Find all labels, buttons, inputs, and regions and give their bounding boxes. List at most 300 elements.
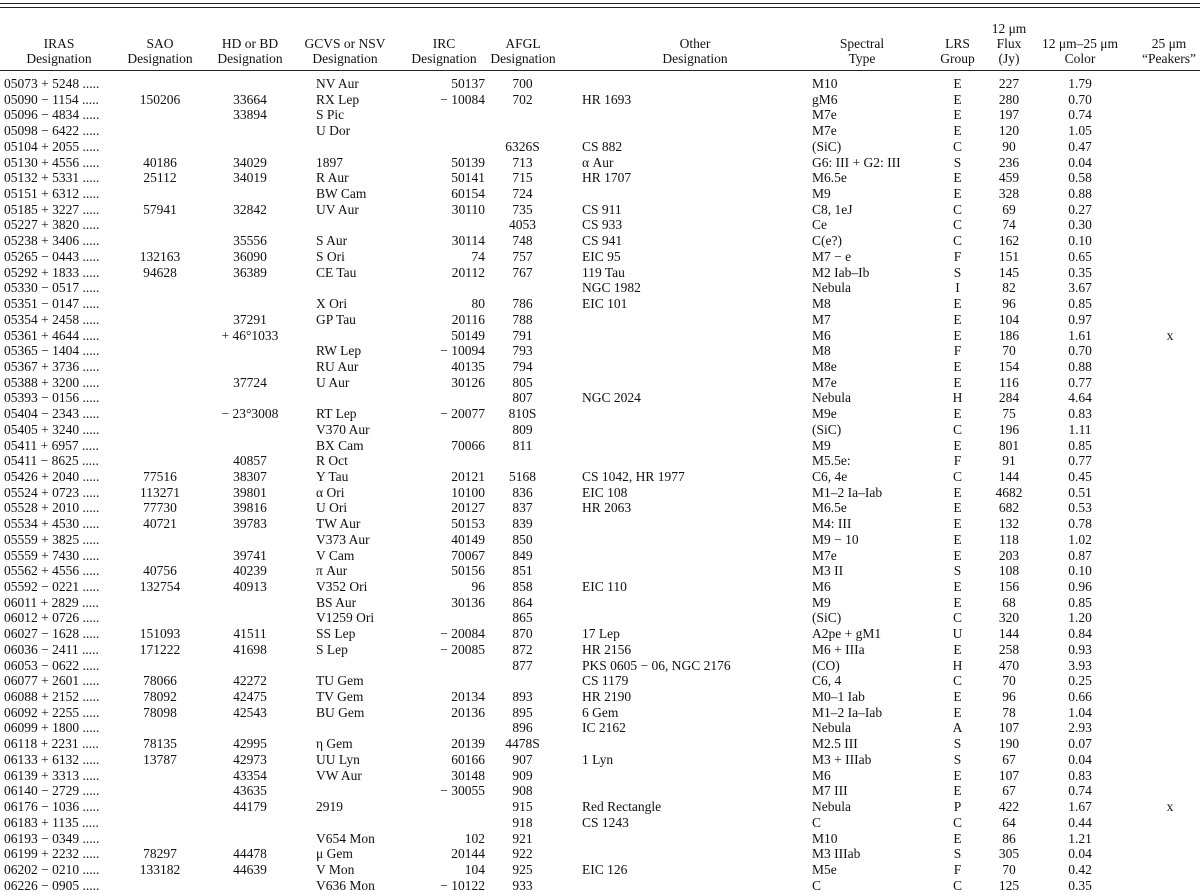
iras-cell: 06193 − 0349 .....	[4, 830, 100, 846]
lrs-group-cell: C	[952, 421, 962, 437]
hd-bd-cell: + 46°1033	[221, 327, 279, 343]
gcvs-nsv-cell: V654 Mon	[316, 830, 375, 846]
spectral-type-cell: M7e	[812, 123, 837, 139]
color-cell: 0.78	[1068, 516, 1092, 532]
spectral-type-cell: M3 IIIab	[812, 846, 861, 862]
irc-cell: 20136	[451, 704, 485, 720]
top-rule	[0, 3, 1200, 4]
flux-cell: 144	[998, 468, 1020, 484]
other-cell: 119 Tau	[582, 264, 625, 280]
flux-cell: 197	[998, 107, 1020, 123]
irc-cell: 74	[471, 248, 485, 264]
table-row	[0, 453, 1200, 469]
flux-cell: 116	[999, 374, 1019, 390]
table-row	[0, 265, 1200, 281]
color-cell: 0.25	[1068, 673, 1092, 689]
spectral-type-cell: M9 − 10	[812, 531, 859, 547]
other-cell: 17 Lep	[582, 626, 620, 642]
hd-bd-cell: 33894	[233, 107, 267, 123]
gcvs-nsv-cell: U Aur	[316, 374, 350, 390]
spectral-type-cell: M5.5e:	[812, 453, 851, 469]
iras-cell: 06133 + 6132 .....	[4, 751, 100, 767]
afgl-cell: 851	[512, 563, 533, 579]
table-row	[0, 705, 1200, 721]
hd-bd-cell: 40913	[233, 579, 267, 594]
table-row	[0, 328, 1200, 344]
color-cell: 3.67	[1068, 280, 1092, 296]
irc-cell: 80	[471, 296, 485, 312]
gcvs-nsv-cell: S Lep	[316, 641, 348, 657]
flux-cell: 151	[998, 248, 1020, 264]
iras-cell: 05265 − 0443 .....	[4, 248, 100, 264]
gcvs-nsv-cell: μ Gem	[316, 846, 353, 862]
table-row	[0, 233, 1200, 249]
spectral-type-cell: M1–2 Ia–Iab	[812, 484, 883, 500]
color-cell: 0.51	[1068, 484, 1092, 500]
flux-cell: 328	[998, 186, 1020, 202]
afgl-cell: 6326S	[505, 138, 540, 154]
flux-cell: 91	[1002, 453, 1016, 469]
lrs-group-cell: S	[953, 264, 962, 280]
other-cell: NGC 1982	[582, 280, 641, 296]
color-cell: 0.04	[1068, 154, 1092, 170]
header-iras: IRAS Designation	[26, 36, 92, 66]
color-cell: 0.27	[1068, 201, 1092, 217]
lrs-group-cell: E	[953, 594, 962, 610]
hd-bd-cell: 42543	[233, 704, 267, 720]
sao-cell: 150206	[139, 91, 181, 107]
gcvs-nsv-cell: CE Tau	[316, 264, 357, 280]
iras-cell: 05559 + 3825 .....	[4, 531, 100, 547]
gcvs-nsv-cell: TW Aur	[316, 516, 361, 532]
header-peakers: 25 μm “Peakers”	[1142, 36, 1196, 66]
lrs-group-cell: S	[953, 736, 962, 752]
flux-cell: 320	[998, 610, 1020, 626]
table-row	[0, 406, 1200, 422]
iras-cell: 05411 + 6957 .....	[4, 437, 99, 453]
spectral-type-cell: Nebula	[812, 390, 851, 406]
lrs-group-cell: E	[953, 123, 962, 139]
color-cell: 0.10	[1068, 233, 1092, 249]
irc-cell: 70066	[451, 437, 485, 453]
irc-cell: − 20085	[440, 641, 485, 657]
color-cell: 0.35	[1068, 877, 1092, 893]
flux-cell: 258	[998, 641, 1020, 657]
gcvs-nsv-cell: SS Lep	[316, 626, 356, 642]
table-row	[0, 516, 1200, 532]
irc-cell: 30148	[451, 767, 485, 783]
spectral-type-cell: C	[812, 877, 822, 893]
color-cell: 0.96	[1068, 579, 1092, 594]
header-lrs: LRS Group	[940, 36, 975, 66]
flux-cell: 284	[998, 390, 1020, 406]
spectral-type-cell: C8, 1eJ	[812, 201, 853, 217]
table-row	[0, 249, 1200, 265]
spectral-type-cell: gM6	[812, 91, 838, 107]
hd-bd-cell: 40239	[233, 563, 267, 579]
sao-cell: 132163	[139, 248, 181, 264]
afgl-cell: 786	[512, 296, 533, 312]
gcvs-nsv-cell: η Gem	[316, 736, 353, 752]
sao-cell: 25112	[143, 170, 177, 186]
color-cell: 0.85	[1068, 437, 1092, 453]
afgl-cell: 850	[512, 531, 533, 547]
flux-cell: 67	[1002, 751, 1016, 767]
lrs-group-cell: S	[953, 563, 962, 579]
gcvs-nsv-cell: RX Lep	[316, 91, 360, 107]
iras-cell: 06099 + 1800 .....	[4, 720, 100, 736]
afgl-cell: 713	[512, 154, 533, 170]
spectral-type-cell: A2pe + gM1	[812, 626, 882, 642]
gcvs-nsv-cell: V373 Aur	[316, 531, 370, 547]
table-row	[0, 312, 1200, 328]
iras-cell: 06012 + 0726 .....	[4, 610, 100, 626]
table-row	[0, 469, 1200, 485]
hd-bd-cell: 34029	[233, 154, 267, 170]
hd-bd-cell: 40857	[233, 453, 267, 469]
afgl-cell: 702	[512, 91, 533, 107]
flux-cell: 78	[1002, 704, 1016, 720]
color-cell: 1.11	[1068, 421, 1092, 437]
lrs-group-cell: F	[953, 248, 962, 264]
afgl-cell: 877	[512, 657, 533, 673]
spectral-type-cell: M10	[812, 76, 838, 91]
iras-cell: 05404 − 2343 .....	[4, 406, 100, 422]
iras-cell: 05132 + 5331 .....	[4, 170, 100, 186]
color-cell: 1.79	[1068, 76, 1092, 91]
color-cell: 0.30	[1068, 217, 1092, 233]
sao-cell: 40721	[143, 516, 177, 532]
flux-cell: 144	[998, 626, 1020, 642]
flux-cell: 120	[998, 123, 1020, 139]
irc-cell: − 20077	[440, 406, 485, 422]
color-cell: 0.83	[1068, 767, 1092, 783]
hd-bd-cell: 35556	[233, 233, 267, 249]
sao-cell: 78098	[143, 704, 177, 720]
lrs-group-cell: E	[953, 641, 962, 657]
table-row	[0, 155, 1200, 171]
lrs-group-cell: E	[953, 296, 962, 312]
irc-cell: 20139	[451, 736, 485, 752]
flux-cell: 107	[998, 720, 1020, 736]
iras-cell: 06036 − 2411 .....	[4, 641, 99, 657]
afgl-cell: 849	[512, 547, 533, 563]
spectral-type-cell: M2.5 III	[812, 736, 858, 752]
iras-cell: 05361 + 4644 .....	[4, 327, 100, 343]
afgl-cell: 788	[512, 311, 533, 327]
flux-cell: 459	[998, 170, 1020, 186]
color-cell: 0.77	[1068, 453, 1092, 469]
header-sao: SAO Designation	[127, 36, 193, 66]
iras-cell: 05592 − 0221 .....	[4, 579, 100, 594]
lrs-group-cell: E	[953, 437, 962, 453]
iras-cell: 06226 − 0905 .....	[4, 877, 100, 893]
lrs-group-cell: C	[952, 814, 962, 830]
lrs-group-cell: F	[953, 861, 962, 877]
other-cell: CS 1179	[582, 673, 629, 689]
table-row	[0, 438, 1200, 454]
irc-cell: 40149	[451, 531, 485, 547]
color-cell: 0.97	[1068, 311, 1092, 327]
gcvs-nsv-cell: RU Aur	[316, 358, 359, 374]
peaker-cell: x	[1166, 799, 1174, 815]
color-cell: 0.70	[1068, 343, 1092, 359]
spectral-type-cell: M7 III	[812, 783, 848, 799]
flux-cell: 96	[1002, 296, 1016, 312]
gcvs-nsv-cell: VW Aur	[316, 767, 362, 783]
other-cell: HR 1707	[582, 170, 632, 186]
lrs-group-cell: S	[953, 154, 962, 170]
spectral-type-cell: M7 − e	[812, 248, 852, 264]
afgl-cell: 748	[512, 233, 533, 249]
iras-cell: 06176 − 1036 .....	[4, 799, 100, 815]
afgl-cell: 836	[512, 484, 533, 500]
irc-cell: 50137	[451, 76, 485, 91]
color-cell: 0.77	[1068, 374, 1092, 390]
irc-cell: 30114	[451, 233, 485, 249]
hd-bd-cell: 41511	[233, 626, 267, 642]
afgl-cell: 715	[512, 170, 533, 186]
iras-cell: 05351 − 0147 .....	[4, 296, 100, 312]
afgl-cell: 809	[512, 421, 533, 437]
top-rule-double	[0, 7, 1200, 8]
irc-cell: 10100	[451, 484, 485, 500]
afgl-cell: 837	[512, 500, 533, 516]
table-row	[0, 186, 1200, 202]
table-row	[0, 107, 1200, 123]
table-row	[0, 831, 1200, 847]
afgl-cell: 908	[512, 783, 533, 799]
sao-cell: 78066	[143, 673, 177, 689]
table-row	[0, 736, 1200, 752]
header-rule	[0, 70, 1200, 71]
sao-cell: 78092	[143, 689, 177, 705]
flux-cell: 96	[1002, 689, 1016, 705]
afgl-cell: 807	[512, 390, 533, 406]
iras-cell: 06053 − 0622 .....	[4, 657, 100, 673]
sao-cell: 40756	[143, 563, 177, 579]
hd-bd-cell: 32842	[233, 201, 267, 217]
iras-cell: 06202 − 0210 .....	[4, 861, 100, 877]
spectral-type-cell: M6 + IIIa	[812, 641, 865, 657]
gcvs-nsv-cell: Y Tau	[316, 468, 349, 484]
irc-cell: 20112	[451, 264, 485, 280]
color-cell: 0.53	[1068, 500, 1092, 516]
afgl-cell: 5168	[509, 468, 536, 484]
lrs-group-cell: E	[953, 783, 962, 799]
flux-cell: 70	[1002, 343, 1016, 359]
spectral-type-cell: M5e	[812, 861, 837, 877]
gcvs-nsv-cell: S Aur	[316, 233, 348, 249]
table-row	[0, 343, 1200, 359]
gcvs-nsv-cell: GP Tau	[316, 311, 356, 327]
iras-cell: 05238 + 3406 .....	[4, 233, 100, 249]
gcvs-nsv-cell: α Ori	[316, 484, 345, 500]
irc-cell: 50153	[451, 516, 485, 532]
hd-bd-cell: 39741	[233, 547, 267, 563]
flux-cell: 156	[998, 579, 1020, 594]
color-cell: 1.61	[1068, 327, 1092, 343]
spectral-type-cell: M9	[812, 437, 831, 453]
spectral-type-cell: C6, 4	[812, 673, 842, 689]
table-row	[0, 610, 1200, 626]
afgl-cell: 896	[512, 720, 533, 736]
table-row	[0, 500, 1200, 516]
irc-cell: 96	[471, 579, 485, 594]
irc-cell: 50149	[451, 327, 485, 343]
color-cell: 0.83	[1068, 406, 1092, 422]
flux-cell: 422	[998, 799, 1020, 815]
hd-bd-cell: 42475	[233, 689, 267, 705]
iras-cell: 05524 + 0723 .....	[4, 484, 100, 500]
irc-cell: 60154	[451, 186, 485, 202]
table-row	[0, 217, 1200, 233]
lrs-group-cell: C	[952, 673, 962, 689]
flux-cell: 236	[998, 154, 1020, 170]
sao-cell: 78135	[143, 736, 177, 752]
spectral-type-cell: M4: III	[812, 516, 852, 532]
sao-cell: 113271	[140, 484, 180, 500]
flux-cell: 4682	[995, 484, 1023, 500]
irc-cell: 70067	[451, 547, 485, 563]
color-cell: 0.42	[1068, 861, 1092, 877]
afgl-cell: 735	[512, 201, 533, 217]
flux-cell: 107	[998, 767, 1020, 783]
color-cell: 0.70	[1068, 91, 1092, 107]
afgl-cell: 872	[512, 641, 533, 657]
flux-cell: 69	[1002, 201, 1016, 217]
table-row	[0, 642, 1200, 658]
gcvs-nsv-cell: V Cam	[316, 547, 355, 563]
flux-cell: 67	[1002, 783, 1016, 799]
iras-cell: 05130 + 4556 .....	[4, 154, 100, 170]
table-row	[0, 532, 1200, 548]
color-cell: 0.45	[1068, 468, 1092, 484]
color-cell: 2.93	[1068, 720, 1092, 736]
other-cell: EIC 95	[582, 248, 621, 264]
color-cell: 1.05	[1068, 123, 1092, 139]
flux-cell: 70	[1002, 861, 1016, 877]
spectral-type-cell: M6	[812, 579, 831, 594]
iras-cell: 05096 − 4834 .....	[4, 107, 100, 123]
lrs-group-cell: E	[953, 516, 962, 532]
flux-cell: 203	[998, 547, 1020, 563]
flux-cell: 305	[998, 846, 1020, 862]
gcvs-nsv-cell: RT Lep	[316, 406, 357, 422]
lrs-group-cell: C	[952, 201, 962, 217]
header-hd-bd: HD or BD Designation	[217, 36, 283, 66]
iras-cell: 05393 − 0156 .....	[4, 390, 100, 406]
lrs-group-cell: E	[953, 531, 962, 547]
hd-bd-cell: 42272	[233, 673, 267, 689]
sao-cell: 94628	[143, 264, 177, 280]
color-cell: 1.02	[1068, 531, 1092, 547]
iras-cell: 05151 + 6312 .....	[4, 186, 100, 202]
afgl-cell: 4053	[509, 217, 536, 233]
iras-cell: 05559 + 7430 .....	[4, 547, 100, 563]
irc-cell: 20127	[451, 500, 485, 516]
afgl-cell: 922	[512, 846, 533, 862]
gcvs-nsv-cell: 1897	[316, 154, 343, 170]
other-cell: HR 2063	[582, 500, 632, 516]
color-cell: 4.64	[1068, 390, 1092, 406]
color-cell: 0.44	[1068, 814, 1092, 830]
spectral-type-cell: C	[812, 814, 822, 830]
lrs-group-cell: S	[953, 751, 962, 767]
spectral-type-cell: (SiC)	[812, 421, 842, 437]
other-cell: IC 2162	[582, 720, 626, 736]
table-row	[0, 862, 1200, 878]
gcvs-nsv-cell: V636 Mon	[316, 877, 375, 893]
spectral-type-cell: M8	[812, 296, 831, 312]
lrs-group-cell: I	[955, 280, 960, 296]
lrs-group-cell: C	[952, 610, 962, 626]
spectral-type-cell: M7e	[812, 547, 837, 563]
lrs-group-cell: A	[952, 720, 963, 736]
gcvs-nsv-cell: V Mon	[316, 861, 355, 877]
hd-bd-cell: 42995	[233, 736, 267, 752]
iras-cell: 05090 − 1154 .....	[4, 91, 99, 107]
irc-cell: − 10094	[440, 343, 485, 359]
other-cell: CS 1243	[582, 814, 629, 830]
afgl-cell: 4478S	[505, 736, 540, 752]
color-cell: 1.20	[1068, 610, 1092, 626]
iras-cell: 05292 + 1833 .....	[4, 264, 100, 280]
table-row	[0, 422, 1200, 438]
table-header	[0, 14, 1200, 66]
lrs-group-cell: E	[953, 579, 962, 594]
iras-cell: 06077 + 2601 .....	[4, 673, 100, 689]
gcvs-nsv-cell: BX Cam	[316, 437, 364, 453]
spectral-type-cell: G6: III + G2: III	[812, 154, 901, 170]
irc-cell: − 10084	[440, 91, 485, 107]
hd-bd-cell: 42973	[233, 751, 267, 767]
table-row	[0, 202, 1200, 218]
spectral-type-cell: M3 II	[812, 563, 844, 579]
spectral-type-cell: M6	[812, 327, 831, 343]
afgl-cell: 895	[512, 704, 533, 720]
gcvs-nsv-cell: 2919	[316, 799, 343, 815]
irc-cell: 20134	[451, 689, 485, 705]
afgl-cell: 700	[512, 76, 533, 91]
gcvs-nsv-cell: NV Aur	[316, 76, 359, 91]
table-row	[0, 76, 1200, 92]
iras-cell: 05354 + 2458 .....	[4, 311, 100, 327]
flux-cell: 280	[998, 91, 1020, 107]
gcvs-nsv-cell: UU Lyn	[316, 751, 360, 767]
afgl-cell: 925	[512, 861, 533, 877]
lrs-group-cell: E	[953, 704, 962, 720]
iras-cell: 06199 + 2232 .....	[4, 846, 100, 862]
other-cell: EIC 126	[582, 861, 628, 877]
spectral-type-cell: M9	[812, 594, 831, 610]
table-row	[0, 390, 1200, 406]
color-cell: 0.93	[1068, 641, 1092, 657]
sao-cell: 151093	[139, 626, 181, 642]
lrs-group-cell: S	[953, 846, 962, 862]
table-row	[0, 548, 1200, 564]
table-row	[0, 720, 1200, 736]
hd-bd-cell: 36389	[233, 264, 267, 280]
hd-bd-cell: 37291	[233, 311, 267, 327]
color-cell: 0.85	[1068, 296, 1092, 312]
lrs-group-cell: C	[952, 217, 962, 233]
lrs-group-cell: U	[952, 626, 963, 642]
gcvs-nsv-cell: X Ori	[316, 296, 348, 312]
color-cell: 0.84	[1068, 626, 1092, 642]
hd-bd-cell: 43354	[233, 767, 267, 783]
color-cell: 0.85	[1068, 594, 1092, 610]
